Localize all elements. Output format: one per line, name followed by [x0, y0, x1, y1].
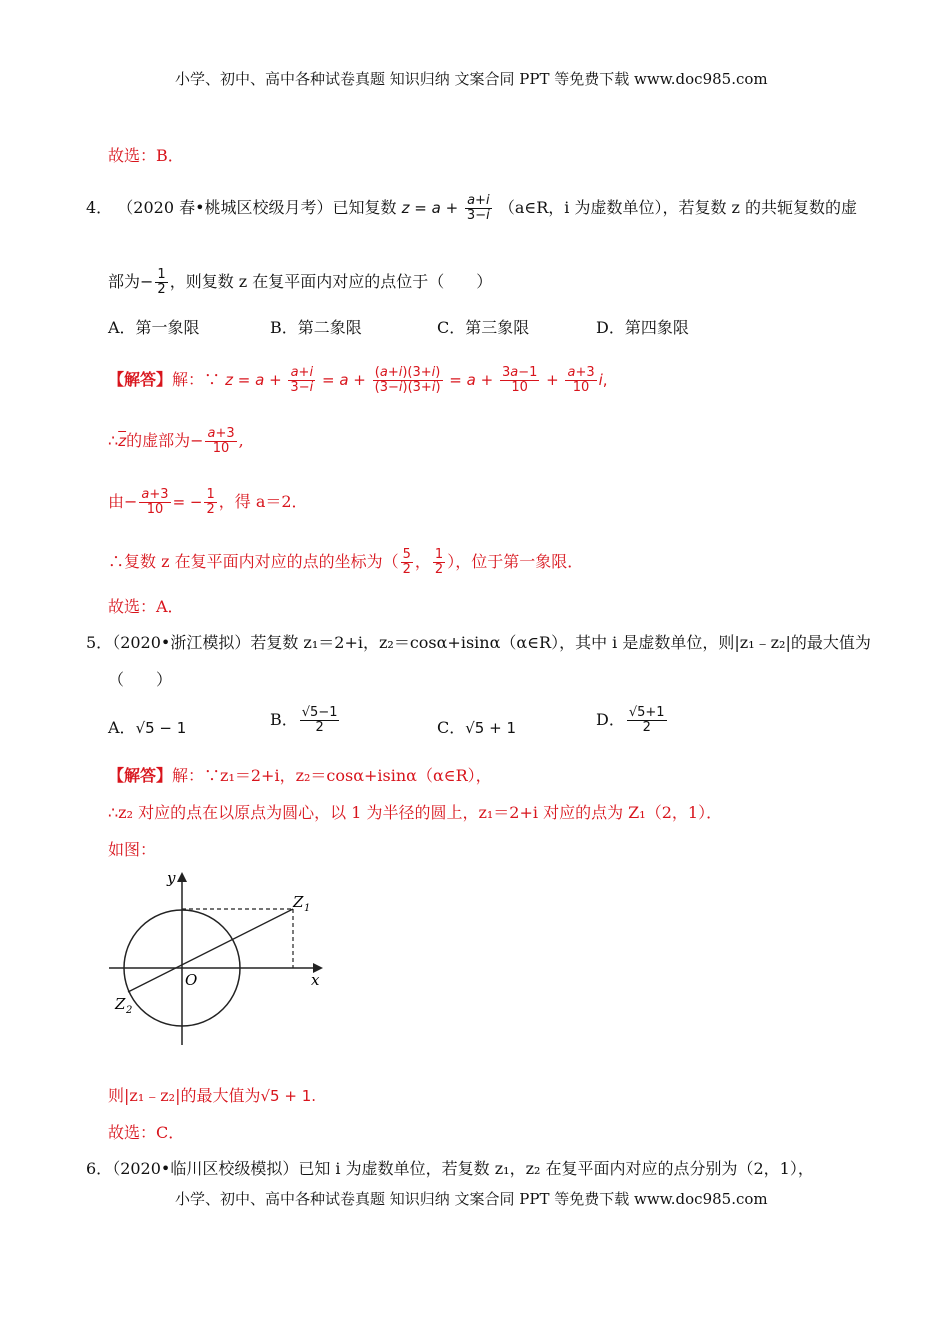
- q4-sol3-pre: 由−: [108, 492, 138, 511]
- q4-sol3-mid: = −: [172, 493, 203, 511]
- q5-sol4-pre: 则|z₁﹣z₂|的最大值为: [108, 1086, 261, 1105]
- q5-option-b-label: B．: [270, 710, 298, 729]
- q3-answer: 故选：B．: [108, 146, 184, 165]
- q4-stem-line1: [86, 194, 857, 223]
- page-footer: 小学、初中、高中各种试卷真题 知识归纳 文案合同 PPT 等免费下载 www.doc985.com: [175, 1190, 768, 1208]
- q5-option-d-label: D．: [596, 710, 625, 729]
- q4-solution-line3: 由− $\frac{a+3}{10}$ = − $\frac{1}{2}$ ，得 a＝2．: [108, 487, 308, 517]
- q4-sol3-post: ，得 a＝2．: [218, 492, 308, 511]
- q4-option-c: C．第三象限: [437, 318, 530, 337]
- q4-option-a: A．第一象限: [108, 318, 200, 337]
- q4-solution-line1: 【解答】解：∵ z = a + $\frac{a+i}{3-i}$ = a + $\frac{(a+i)(3+i)}{(3-i)(3+i)}$ = a + $\frac{3a-1}{10}$ + $\frac{a+3}{10}$ i,: [108, 365, 608, 395]
- complex-plane-figure: [105, 863, 335, 1053]
- q5-option-c: C．√5 + 1: [437, 718, 516, 737]
- q4-condition: （a∈R，i 为虚数单位），若复数 z 的共轭复数的虚: [498, 198, 858, 217]
- q5-stem: （2020•浙江模拟）若复数 z₁＝2+i，z₂＝cosα+isinα（α∈R），其中 i 是虚数单位，则|z₁﹣z₂|的最大值为: [112, 633, 871, 652]
- z1-label-sub: 1: [304, 903, 311, 914]
- q4-solution-line4: ∴复数 z 在复平面内对应的点的坐标为（ $\frac{5}{2}$ ， $\frac{1}{2}$ ），位于第一象限．: [108, 547, 584, 577]
- q5-sol1-text: 解：∵z₁＝2+i，z₂＝cosα+isinα（α∈R），: [172, 766, 492, 785]
- q4-line2-post: ，则复数 z 在复平面内对应的点位于（ ）: [169, 272, 493, 291]
- q4-option-b: B．第二象限: [270, 318, 362, 337]
- q5-solution-tag: 【解答】: [108, 766, 173, 785]
- x-axis-label: x: [311, 971, 320, 989]
- q4-sol-intro: 解：∵: [172, 370, 221, 389]
- y-axis-arrow: [177, 872, 187, 882]
- q4-sol2-pre: ∴: [108, 431, 119, 450]
- q5-solution-line2: ∴z₂ 对应的点在以原点为圆心，以 1 为半径的圆上，z₁＝2+i 对应的点为 Z₁（2，1）．: [108, 803, 723, 822]
- q5-option-b: B． $\frac{√5-1}{2}$: [270, 705, 338, 735]
- z2-label: Z: [115, 995, 126, 1013]
- q5-solution-line1: [108, 765, 492, 787]
- q4-answer: 故选：A．: [108, 597, 184, 616]
- page-header: 小学、初中、高中各种试卷真题 知识归纳 文案合同 PPT 等免费下载 www.doc985.com: [175, 70, 768, 88]
- q6-number: 6．: [86, 1159, 113, 1178]
- q5-number: 5．: [86, 633, 113, 652]
- q4-number: 4．: [86, 198, 113, 217]
- q4-sol2-post: 的虚部为−: [126, 431, 204, 450]
- q5-answer: 故选：C．: [108, 1123, 185, 1142]
- q5-option-c-label: C．: [437, 718, 466, 737]
- q4-formula: z = a + $\frac{a+i}{3-i}$: [401, 193, 490, 223]
- q4-sol4-pre: ∴复数 z 在复平面内对应的点的坐标为（: [108, 552, 399, 571]
- q6-stem: （2020•临川区校级模拟）已知 i 为虚数单位，若复数 z₁，z₂ 在复平面内对应的点分别为（2，1），: [112, 1159, 814, 1178]
- segment-z2-z1: [128, 909, 293, 992]
- z2-label-sub: 2: [126, 1005, 133, 1016]
- q4-solution-line2: $\therefore\overline{z}$的虚部为− $\frac{a+3}{10}$ ,: [108, 426, 244, 456]
- q4-sol4-post: ），位于第一象限．: [447, 552, 584, 571]
- origin-label: O: [185, 971, 198, 989]
- q5-solution-line3: 如图：: [108, 840, 157, 859]
- q5-option-a: A．√5 − 1: [108, 718, 187, 737]
- q5-option-a-label: A．: [108, 718, 136, 737]
- q4-line2-pre: 部为−: [108, 272, 154, 291]
- q5-solution-line4: 则|z₁﹣z₂|的最大值为√5 + 1.: [108, 1086, 317, 1105]
- q6-stem-line1: [86, 1158, 814, 1180]
- z1-label: Z: [293, 893, 304, 911]
- y-axis-label: y: [167, 869, 176, 887]
- q4-option-d: D．第四象限: [596, 318, 689, 337]
- q5-stem-line2: （ ）: [108, 670, 173, 689]
- q4-stem-line2: 部为− $\frac{1}{2}$ ，则复数 z 在复平面内对应的点位于（ ）: [108, 267, 493, 297]
- q5-option-d: D． $\frac{√5+1}{2}$: [596, 705, 665, 735]
- q4-solution-tag: 【解答】: [108, 370, 173, 389]
- q5-stem-line1: [86, 632, 871, 654]
- q4-source: （2020 春•桃城区校级月考）已知复数: [117, 198, 397, 217]
